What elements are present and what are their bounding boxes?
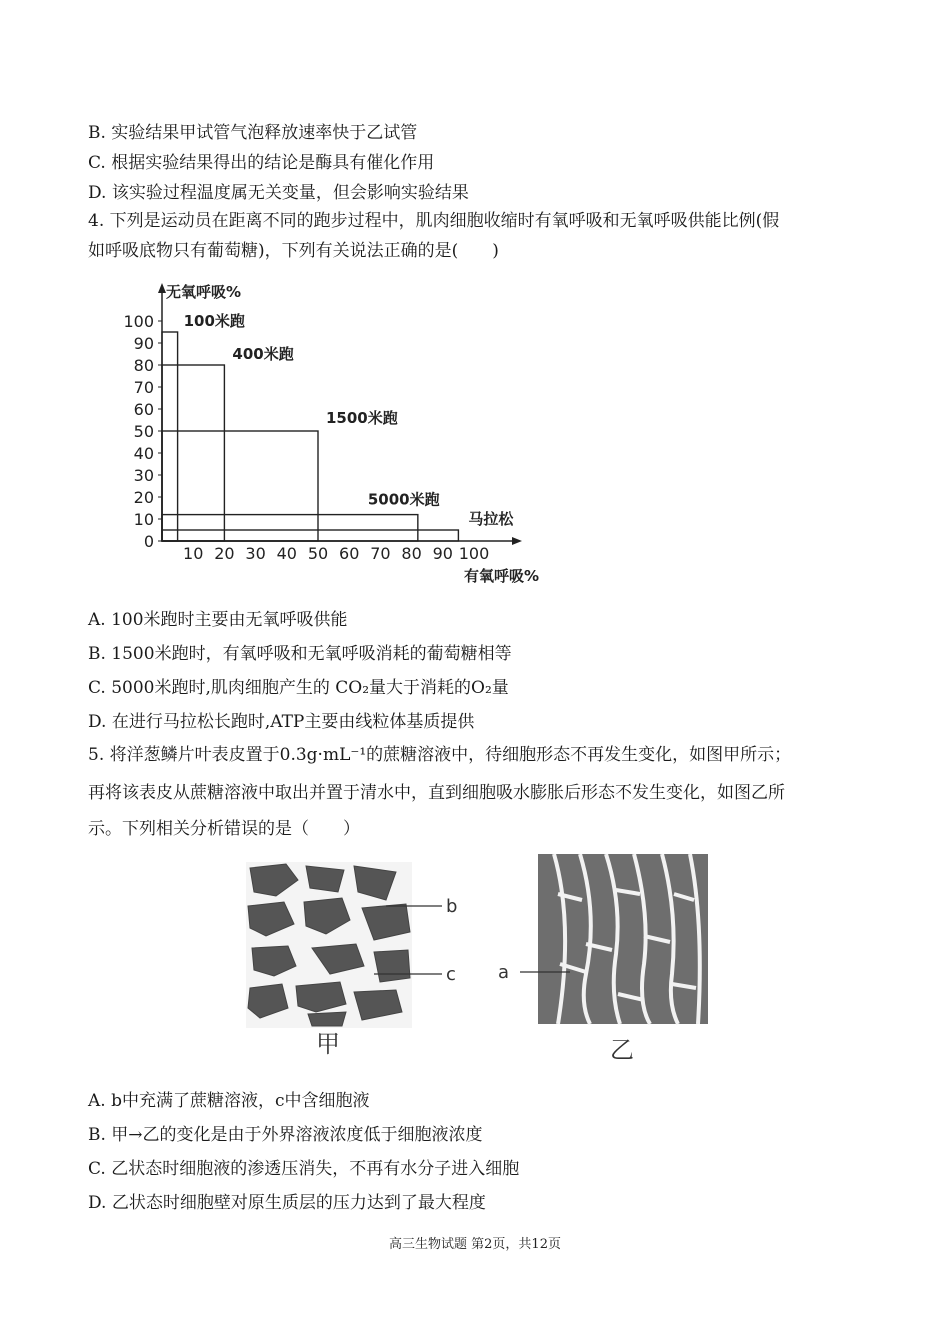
x-axis-label: 有氧呼吸% — [464, 567, 540, 585]
bar-label-2: 400米跑 — [232, 345, 294, 363]
q4-stem-line2: 如呼吸底物只有葡萄糖)，下列有关说法正确的是( ) — [88, 241, 499, 261]
respiration-chart — [110, 275, 540, 595]
q4-option-c: C. 5000米跑时,肌肉细胞产生的 CO₂量大于消耗的O₂量 — [88, 678, 509, 698]
x-tick-label: 100 — [458, 544, 490, 563]
x-tick-label: 20 — [214, 544, 235, 563]
micrograph-jia — [246, 862, 476, 1028]
q5-option-a: A. b中充满了蔗糖溶液，c中含细胞液 — [88, 1091, 370, 1111]
x-tick-label: 40 — [276, 544, 297, 563]
caption-jia: 甲 — [316, 1030, 340, 1058]
q4-option-a: A. 100米跑时主要由无氧呼吸供能 — [88, 610, 348, 630]
y-tick-label: 50 — [133, 422, 154, 441]
y-tick-label: 90 — [133, 334, 154, 353]
label-c: c — [446, 964, 456, 985]
q5-stem-line1: 5. 将洋葱鳞片叶表皮置于0.3g·mL⁻¹的蔗糖溶液中，待细胞形态不再发生变化，如图甲所示； — [88, 745, 792, 765]
q4-stem-line1: 4. 下列是运动员在距离不同的跑步过程中，肌肉细胞收缩时有氧呼吸和无氧呼吸供能比例(假 — [88, 211, 780, 231]
y-tick-label: 80 — [133, 356, 154, 375]
x-tick-label: 30 — [245, 544, 266, 563]
y-tick-label: 30 — [133, 466, 154, 485]
y-tick-label: 10 — [133, 510, 154, 529]
label-b: b — [446, 896, 458, 917]
q5-stem-line3: 示。下列相关分析错误的是（ ） — [88, 819, 360, 839]
x-tick-label: 80 — [401, 544, 422, 563]
q5-stem-line2: 再将该表皮从蔗糖溶液中取出并置于清水中，直到细胞吸水膨胀后形态不发生变化，如图乙所 — [88, 783, 785, 803]
x-tick-label: 60 — [339, 544, 360, 563]
bar-4 — [162, 515, 418, 541]
q5-option-b: B. 甲→乙的变化是由于外界溶液浓度低于细胞液浓度 — [88, 1125, 483, 1145]
page-footer: 高三生物试题 第2页，共12页 — [389, 1237, 561, 1252]
bar-label-4: 5000米跑 — [367, 490, 440, 509]
q5-option-d: D. 乙状态时细胞壁对原生质层的压力达到了最大程度 — [88, 1193, 486, 1213]
y-axis-label: 无氧呼吸% — [166, 283, 242, 301]
label-a: a — [498, 962, 510, 983]
q4-option-d: D. 在进行马拉松长跑时,ATP主要由线粒体基质提供 — [88, 712, 475, 732]
bar-3 — [162, 431, 318, 541]
y-tick-label: 70 — [133, 378, 154, 397]
y-axis-arrow — [158, 283, 166, 293]
micrograph-yi — [494, 854, 714, 1026]
y-tick-label: 0 — [143, 532, 154, 551]
caption-yi: 乙 — [610, 1036, 634, 1064]
q4-option-b: B. 1500米跑时，有氧呼吸和无氧呼吸消耗的葡萄糖相等 — [88, 644, 512, 664]
bar-label-3: 1500米跑 — [326, 409, 398, 427]
q5-option-c: C. 乙状态时细胞液的渗透压消失，不再有水分子进入细胞 — [88, 1159, 520, 1179]
y-tick-label: 100 — [123, 312, 154, 331]
y-tick-label: 20 — [133, 488, 154, 507]
bar-5 — [162, 530, 458, 541]
bar-label-1: 100米跑 — [183, 312, 245, 330]
bar-1 — [162, 332, 178, 541]
q3-option-b: B. 实验结果甲试管气泡释放速率快于乙试管 — [88, 123, 418, 143]
y-tick-label: 40 — [133, 444, 154, 463]
y-tick-label: 60 — [133, 400, 154, 419]
x-tick-label: 10 — [183, 544, 204, 563]
q3-option-c: C. 根据实验结果得出的结论是酶具有催化作用 — [88, 153, 435, 173]
x-tick-label: 70 — [370, 544, 391, 563]
q3-option-d: D. 该实验过程温度属无关变量，但会影响实验结果 — [88, 183, 469, 203]
x-tick-label: 50 — [307, 544, 329, 563]
x-tick-label: 90 — [432, 544, 453, 563]
bar-label-5: 马拉松 — [468, 510, 514, 528]
x-axis-arrow — [512, 537, 522, 545]
